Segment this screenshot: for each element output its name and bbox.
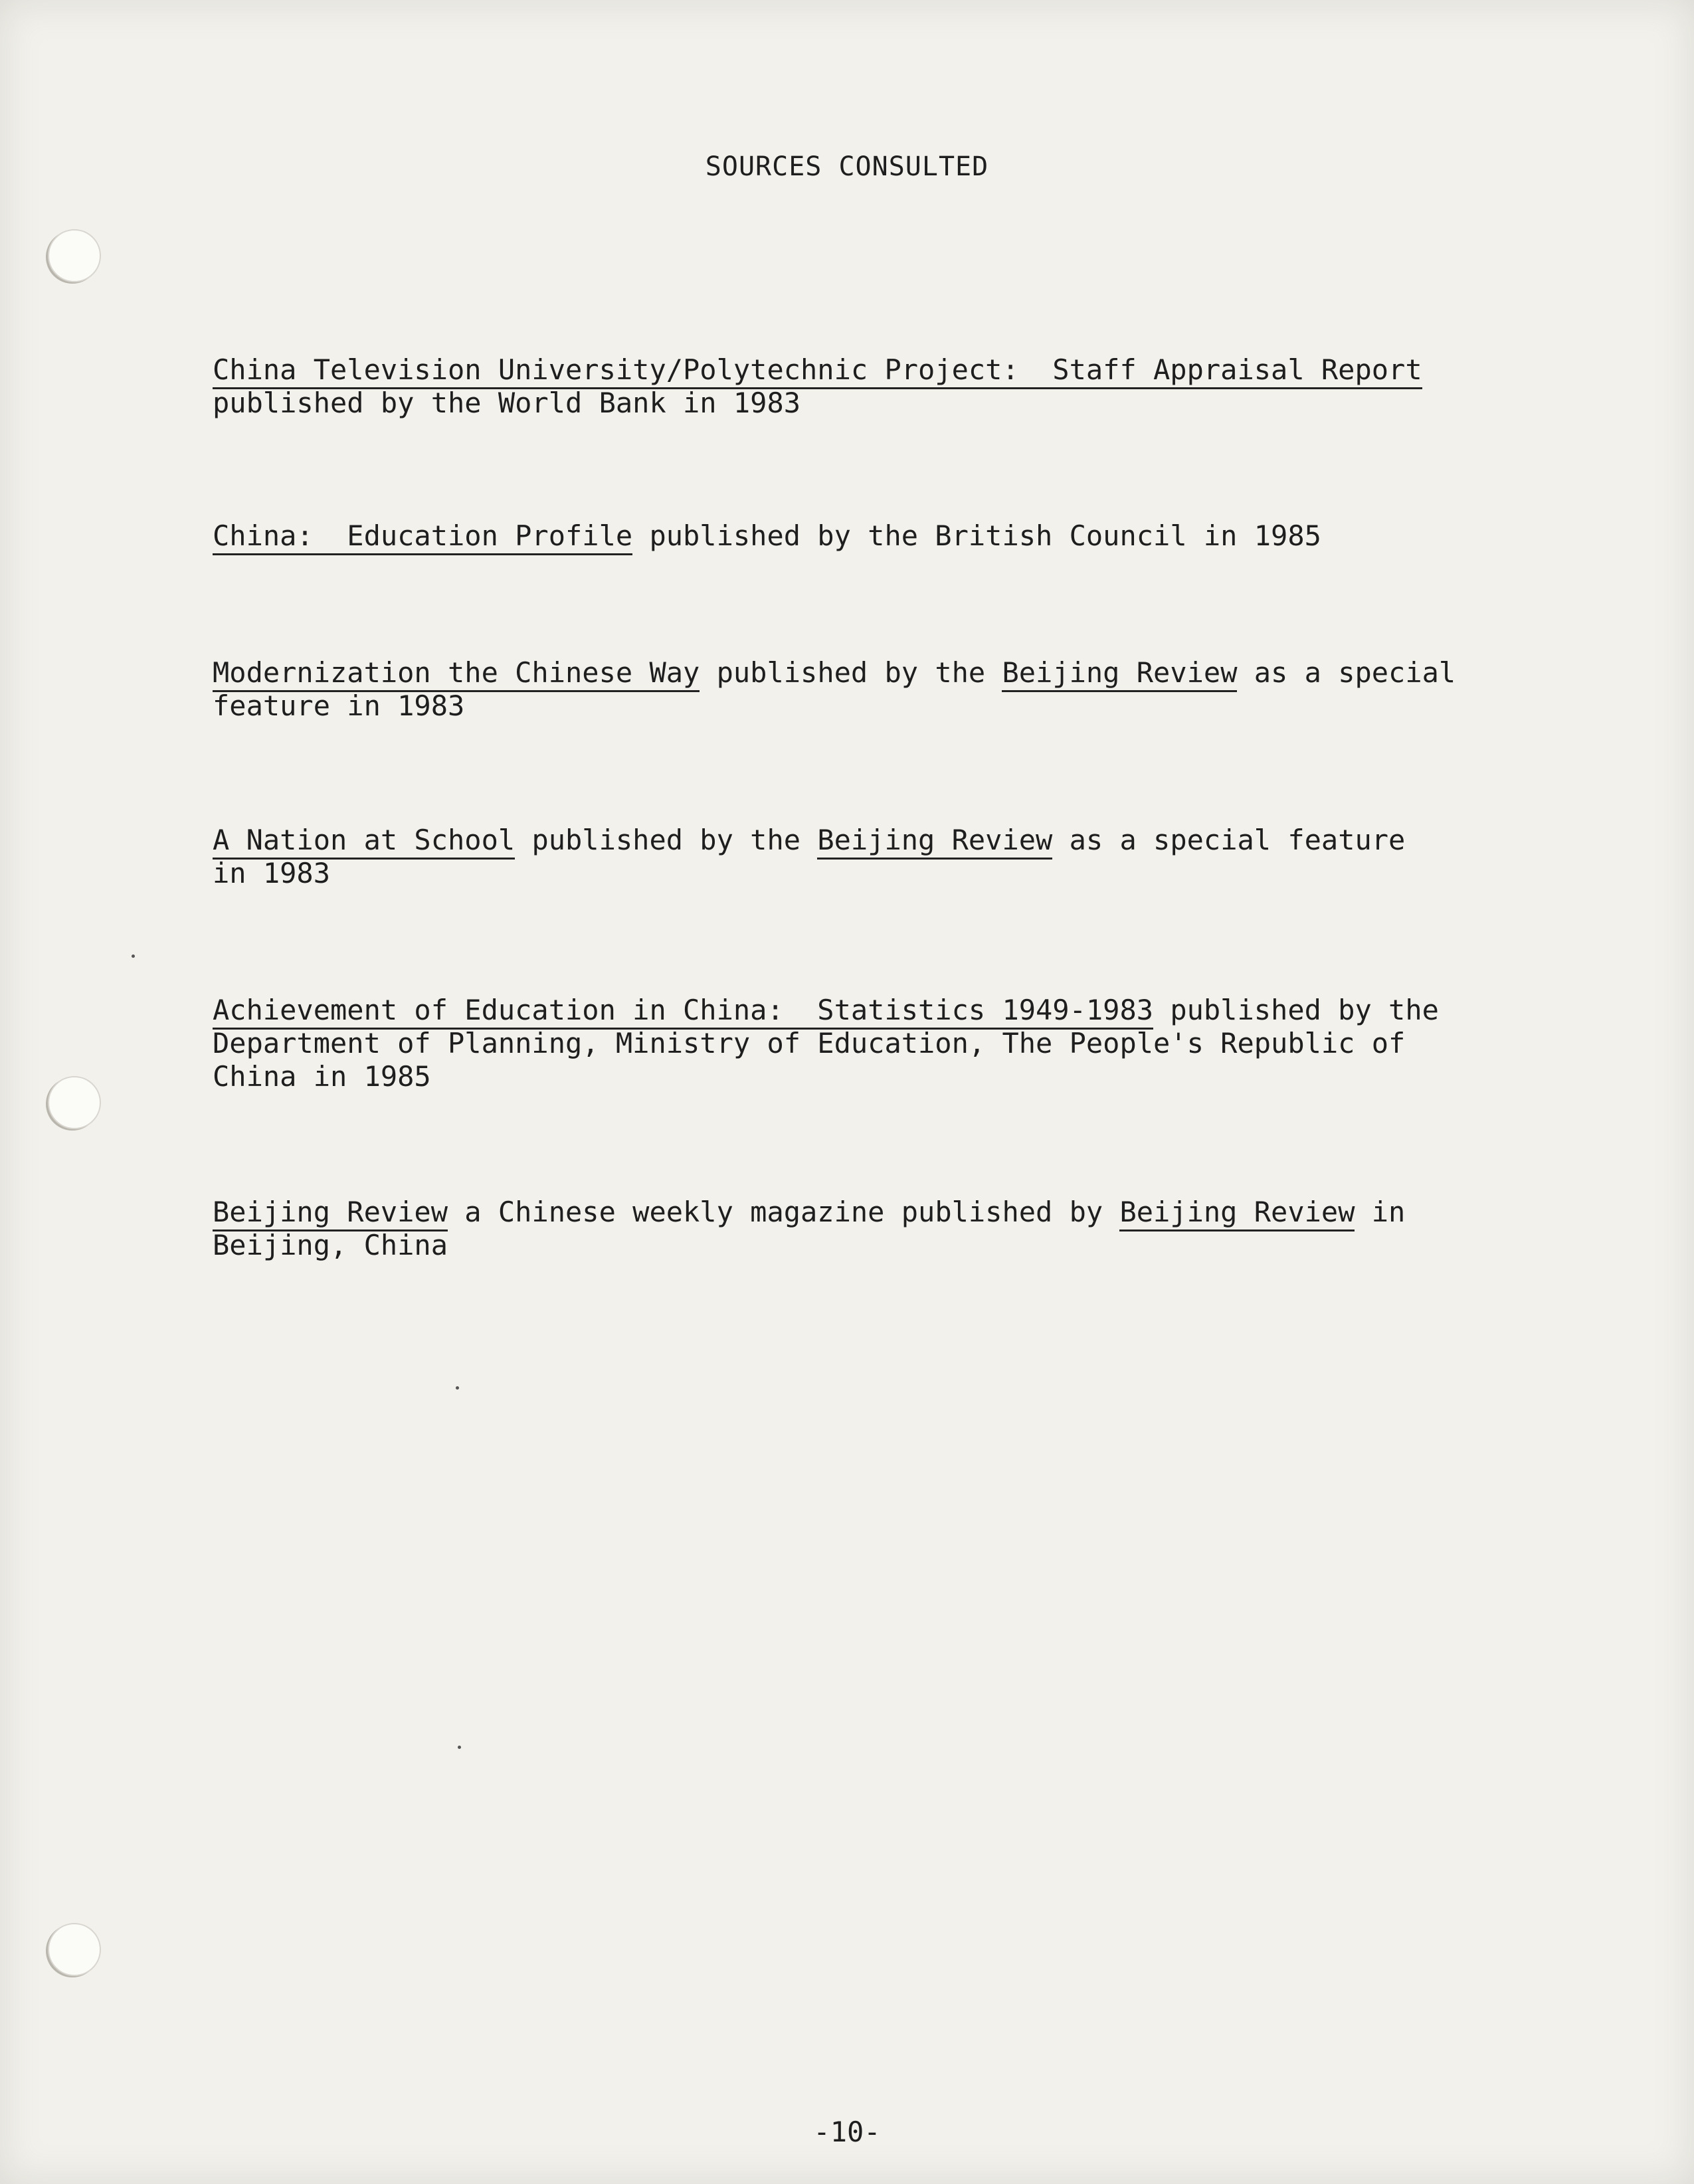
source-entry bbox=[213, 824, 1475, 890]
source-text: published by the British Council in 1985 bbox=[632, 519, 1321, 552]
source-text-tail: published by the World Bank in 1983 bbox=[213, 387, 801, 419]
source-title: Beijing Review bbox=[213, 1196, 448, 1231]
ink-speck bbox=[458, 1746, 461, 1749]
source-entry bbox=[213, 1196, 1475, 1262]
source-title: China Television University/Polytechnic Project: Staff Appraisal Report bbox=[213, 353, 1422, 389]
ink-speck bbox=[456, 1386, 459, 1390]
page-title: SOURCES CONSULTED bbox=[705, 151, 989, 182]
source-entry bbox=[213, 353, 1475, 420]
source-publisher: Beijing Review bbox=[1119, 1196, 1355, 1231]
source-title: Modernization the Chinese Way bbox=[213, 656, 700, 692]
source-title: A Nation at School bbox=[213, 824, 515, 860]
binder-hole-top bbox=[48, 229, 101, 282]
source-title: China: Education Profile bbox=[213, 519, 632, 555]
source-publisher: Beijing Review bbox=[817, 824, 1052, 860]
source-entry bbox=[213, 994, 1475, 1093]
source-text: published by the bbox=[515, 824, 818, 856]
source-entry bbox=[213, 656, 1475, 723]
ink-speck bbox=[132, 955, 135, 958]
source-publisher: Beijing Review bbox=[1002, 656, 1237, 692]
source-text-tail: as a special feature in 1983 bbox=[213, 824, 1406, 889]
source-text-tail: as a special feature in 1983 bbox=[213, 656, 1456, 722]
page-number: -10- bbox=[813, 2116, 881, 2148]
source-entry bbox=[213, 519, 1475, 553]
source-text: published by the Department of Planning, Ministry of Education, The People's Republic of China in 1985 bbox=[213, 994, 1439, 1093]
binder-hole-bottom bbox=[48, 1923, 101, 1976]
binder-hole-middle bbox=[48, 1076, 101, 1129]
source-text: published by the bbox=[700, 656, 1002, 689]
source-title: Achievement of Education in China: Statistics 1949-1983 bbox=[213, 994, 1153, 1030]
source-text: a Chinese weekly magazine published by bbox=[448, 1196, 1120, 1228]
source-text-tail: in Beijing, China bbox=[213, 1196, 1406, 1261]
